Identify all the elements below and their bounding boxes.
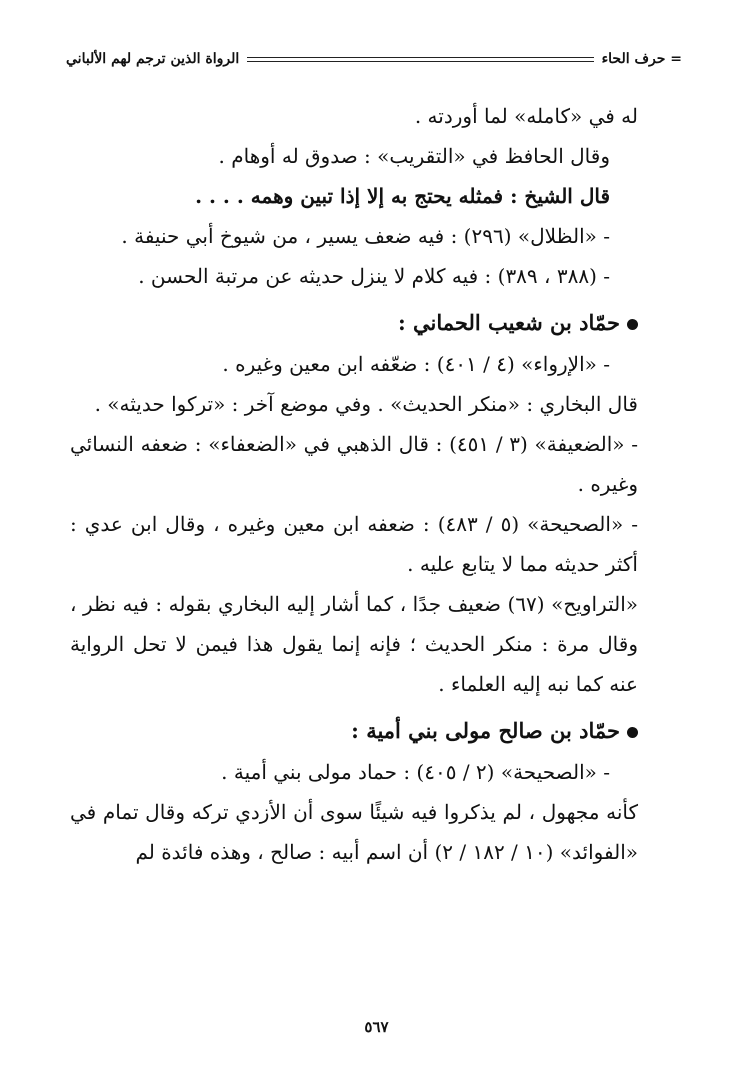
header-rule [247, 57, 593, 62]
paragraph-3: قال الشيخ : فمثله يحتج به إلا إذا تبين وهمه . . . . [195, 184, 610, 208]
header-section-group [602, 51, 688, 67]
entry-heading-hammad-salih [70, 710, 638, 752]
bullet-icon [627, 319, 638, 330]
paragraph-5: - (٣٨٨ ، ٣٨٩) : فيه كلام لا ينزل حديثه عن مرتبة الحسن . [138, 264, 610, 288]
paragraph-7: قال البخاري : «منكر الحديث» . وفي موضع آخر : «تركوا حديثه» . [94, 392, 638, 416]
paragraph-12: كأنه مجهول ، لم يذكروا فيه شيئًا سوى أن الأزدي تركه وقال تمام في «الفوائد» (١٠ / ١٨٢ / ٢) أن اسم أبيه : صالح ، وهذه فائدة لم [70, 800, 638, 864]
paragraph-4: - «الظلال» (٢٩٦) : فيه ضعف يسير ، من شيوخ أبي حنيفة . [121, 224, 610, 248]
running-header [66, 44, 688, 74]
header-mark: = [670, 51, 682, 67]
paragraph-9: - «الصحيحة» (٥ / ٤٨٣) : ضعفه ابن معين وغيره ، وقال ابن عدي : أكثر حديثه مما لا يتابع عليه . [70, 512, 638, 576]
paragraph-10: «التراويح» (٦٧) ضعيف جدًا ، كما أشار إليه البخاري بقوله : فيه نظر ، وقال مرة : منكر الحديث ؛ فإنه إنما يقول هذا فيمن لا تحل الرواية عنه كما نبه إليه العلماء . [70, 592, 639, 696]
header-title: الرواة الذين ترجم لهم الألباني [66, 51, 240, 67]
page-body [70, 96, 638, 872]
header-section: حرف الحاء [601, 51, 666, 67]
page-number: ٥٦٧ [364, 1018, 389, 1036]
entry-heading-text: حمّاد بن صالح مولى بني أمية : [351, 718, 620, 743]
entry-heading-hammad-shuayb [70, 302, 638, 344]
paragraph-8: - «الضعيفة» (٣ / ٤٥١) : قال الذهبي في «الضعفاء» : ضعفه النسائي وغيره . [70, 432, 639, 496]
paragraph-6: - «الإرواء» (٤ / ٤٠١) : ضعّفه ابن معين وغيره . [222, 352, 610, 376]
paragraph-11: - «الصحيحة» (٢ / ٤٠٥) : حماد مولى بني أمية . [221, 760, 610, 784]
paragraph-2: وقال الحافظ في «التقريب» : صدوق له أوهام . [218, 144, 610, 168]
entry-heading-text: حمّاد بن شعيب الحماني : [397, 310, 620, 335]
bullet-icon [627, 727, 638, 738]
paragraph-1: له في «كامله» لما أوردته . [414, 104, 638, 128]
